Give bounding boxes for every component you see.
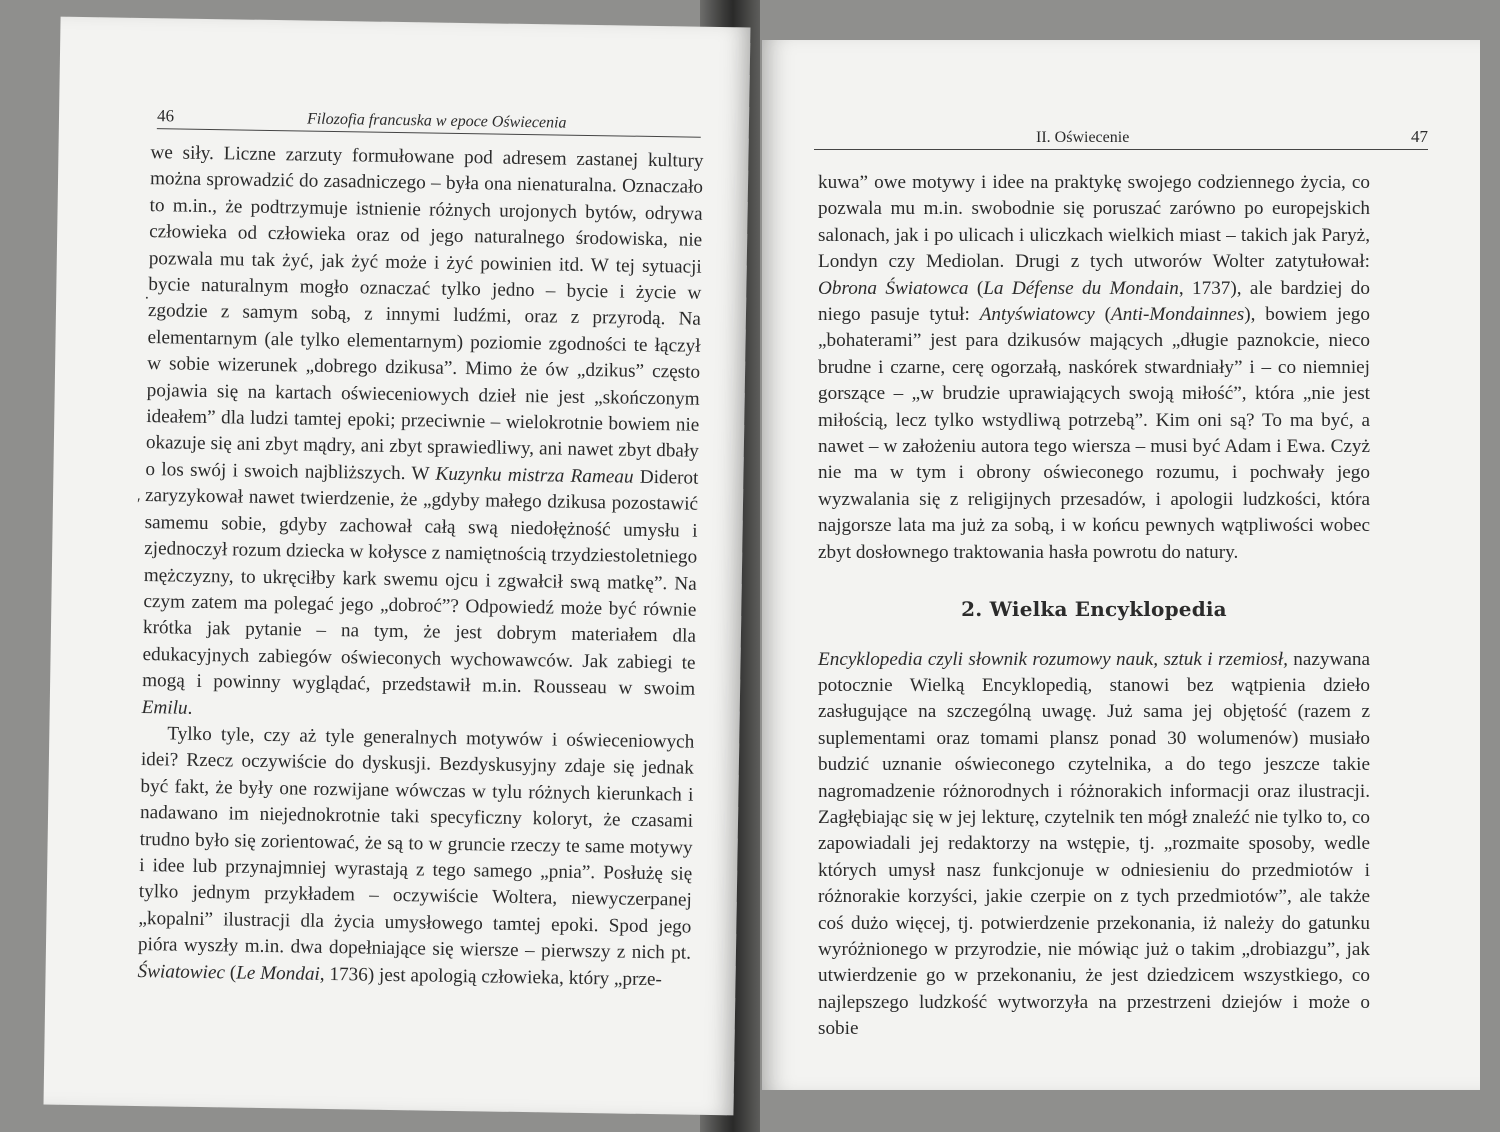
text-run: (: [968, 277, 984, 299]
left-page-body: [137, 140, 703, 994]
italic-title: Encyklopedia czyli słownik rozumowy nauk, sztuk i rzemiosł,: [818, 648, 1288, 670]
paragraph: [142, 140, 704, 730]
italic-title: Emilu: [141, 696, 188, 719]
text-run: (: [224, 961, 237, 984]
running-title: Filozofia francuska w epoce Oświecenia: [306, 110, 567, 132]
page-number: 47: [1411, 127, 1428, 146]
italic-title: La Défense du Mondain: [983, 277, 1179, 299]
running-title: II. Oświecenie: [1036, 129, 1130, 146]
text-run: Diderot zaryzykował nawet twierdzenie, że „gdyby małego dzikusa pozostawić samemu sobie, gdyby zachował całą swą niedołężność umysłu i zjednoczył rozum dziecka w kołysce z namiętnością trzydziestoletniego mężczyzny, to ukręciłby kark swemu ojcu i zgwałcił swą matkę”. Na czym zatem ma polegać jego „dobroć”? Odpowiedź może być równie krótka jak pytanie – na tym, że jest dobrym materiałem dla edukacyjnych zabiegów oświeconych wychowawców. Jak zabiegi te mogą i powinny wyglądać, przedstawił m.in. Rousseau w swoim: [142, 466, 699, 700]
italic-title: Antyświatowcy: [979, 304, 1095, 326]
text-run: .: [187, 697, 193, 719]
text-run: nazywana potocznie Wielką Encyklopedią, stanowi bez wątpienia dzieło zasługujące na szczególną uwagę. Już sama jej objętość (razem z suplementami oraz tomami plansz ponad 30 wolumenów) musiało budzić uznanie oświeconego czytelnika, a do tego jeszcze takie nagromadzenie różnorodnych i różnorakich informacji oraz ilustracji. Zagłębiając się w jej lekturę, czytelnik ten mógł znaleźć nie tylko to, co zapowiadali jej redaktorzy na wstępie, tj. „rozmaite sposoby, wedle których umysł nasz funkcjonuje w odniesieniu do przedmiotów i różnorakie korzyści, jakie czerpie on z tych przedmiotów”, ale także coś dużo więcej, tj. potwierdzenie przekonania, iż należy do gatunku wyróżnionego w przyrodzie, nie mówiąc już o takim „drobiazgu”, jak utwierdzenie go w przekonaniu, że jest dziedzicem wszystkiego, co najlepszego ludzkość wytworzyła na przestrzeni dziejów i może o sobie: [818, 648, 1370, 1040]
text-run: (: [1094, 304, 1112, 326]
text-run: , 1736) jest apologią człowieka, który „prze-: [319, 963, 663, 990]
italic-title: Światowiec: [137, 960, 226, 983]
left-page-header: [157, 106, 701, 138]
text-run: kuwa” owe motywy i idee na praktykę swojego codziennego życia, co pozwala mu m.in. swobodnie się poruszać zarówno po europejskich salonach, jak i po ulicach i uliczkach wielkich miast – takich jak Paryż, Londyn czy Mediolan. Drugi z tych utworów Wolter zatytułował:: [818, 172, 1370, 273]
italic-title: Obrona Światowca: [818, 277, 969, 299]
section-heading: 2. Wielka Encyklopedia: [961, 597, 1227, 622]
text-run: ), bowiem jego „bohaterami” jest para dzikusów mających „długie paznokcie, nieco brudne i czarne, cerę ogorzałą, naskórek stwardniały” i – co niemniej gorszące – „w brudzie uprawiających swoją miłość”, która „nie jest miłością, lecz tylko wstydliwą potrzebą”. Kim oni są? To ma być, a nawet – w założeniu autora tego wiersza – musi być Adam i Ewa. Czyż nie ma w tym i obrony oświeconego rozumu, i pochwały jego wyzwalania się z religijnych przesadów, i apologii ludzkości, która najgorsze lata ma już za sobą, i w końcu pewnych wątpliwości wobec zbyt dosłownego traktowania hasła powrotu do natury.: [818, 304, 1370, 563]
margin-dot: ·: [144, 289, 150, 308]
italic-title: Le Mondai: [236, 962, 321, 985]
italic-title: Anti-Mondainnes: [1111, 304, 1245, 326]
text-run: we siły. Liczne zarzuty formułowane pod adresem zastanej kultury można sprowadzić do zasadniczego – była ona nienaturalna. Oznaczało to m.in., że podtrzymuje istnienie różnych urojonych bytów, odrywa człowieka od człowieka oraz od jego naturalnego środowiska, nie pozwala mu tak żyć, jak żyć może i żyć powinien itd. W tej sytuacji bycie naturalnym mogło oznaczać tylko jedno – bycie i życie w zgodzie z samym sobą, z innymi ludźmi, oraz z przyrodą. Na elementarnym (ale tylko elementarnym) poziomie zgodności te łączył w sobie wizerunek „dobrego dzikusa”. Mimo że ów „dzikus” często pojawia się na kartach oświeceniowych dzieł nie jest „skończonym ideałem” dla ludzi tamtej epoki; przeciwnie – wielokrotnie bowiem nie okazuje się ani zbyt mądry, ani zbyt sprawiedliwy, ani nawet zbyt dbały o los swój i swoich najbliższych. W: [145, 142, 704, 485]
left-page: [43, 17, 750, 1116]
paragraph: [818, 647, 1370, 1043]
text-run: , 1737), ale bardziej do niego pasuje tytuł:: [818, 277, 1370, 326]
paragraph: [137, 721, 694, 994]
right-page-body: [818, 170, 1370, 1043]
right-page: [762, 40, 1480, 1090]
italic-title: Kuzynku mistrza Rameau: [435, 463, 634, 488]
margin-tick: ′: [136, 495, 141, 513]
page-number: 46: [156, 106, 175, 126]
text-run: Tylko tyle, czy aż tyle generalnych motywów i oświeceniowych idei? Rzecz oczywiście do dyskusji. Bezdyskusyjny zdaje się jednak być fakt, że były one rozwijane wówczas w tylu różnych kierunkach i nadawano im niejednokrotnie taki specyficzny koloryt, że czasami trudno było się zorientować, że są to w gruncie rzeczy te same motywy i idee lub przynajmniej wyrastają z tego samego „pnia”. Posłużę się tylko jednym przykładem – oczywiście Woltera, niewyczerpanej „kopalni” ilustracji dla życia umysłowego tamtej epoki. Spod jego pióra wyszły m.in. dwa dopełniające się wiersze – pierwszy z nich pt.: [137, 723, 695, 964]
paragraph: [818, 170, 1370, 566]
right-page-header: [814, 127, 1428, 150]
